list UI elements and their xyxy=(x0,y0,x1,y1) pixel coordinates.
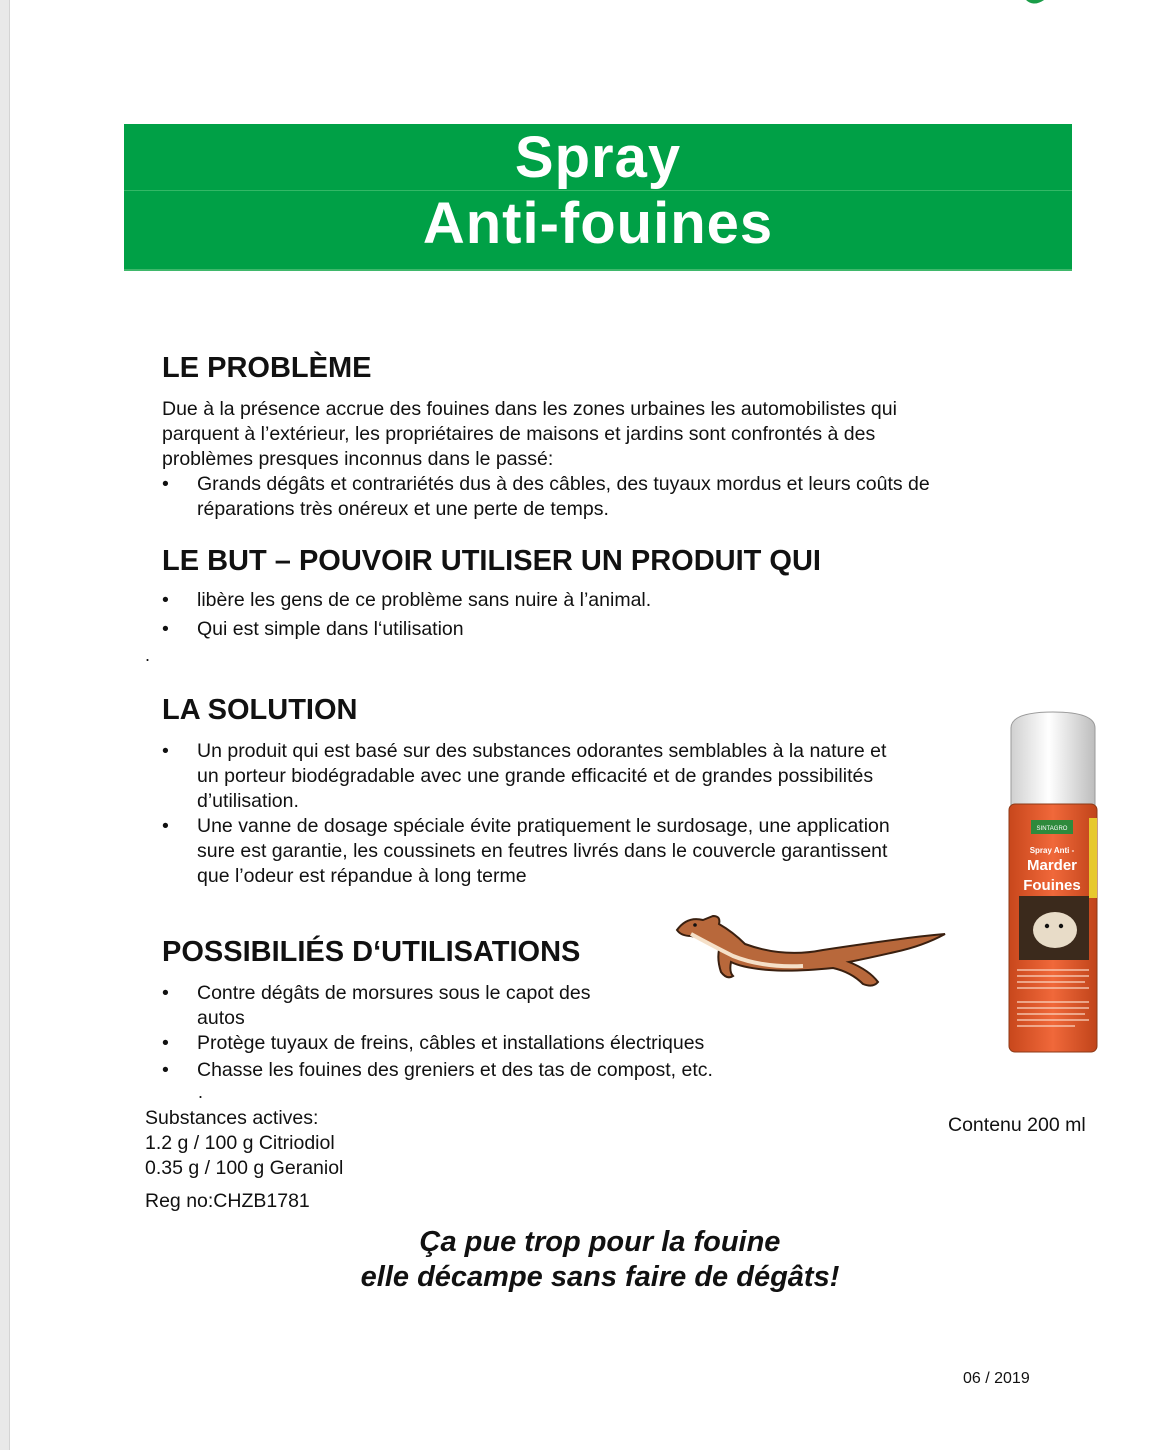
but-bullet-2-text: Qui est simple dans l‘utilisation xyxy=(197,618,464,640)
probleme-bullet-line-2: réparations très onéreux et une perte de temps. xyxy=(197,498,609,520)
possibilites-bullet-1-text xyxy=(197,981,590,1031)
weasel-illustration xyxy=(673,910,948,992)
solution-b2-line-3: que l’odeur est répandue à long terme xyxy=(197,865,527,887)
can-line1: Marder xyxy=(1026,857,1078,874)
page-left-edge xyxy=(0,0,10,1450)
document-date: 06 / 2019 xyxy=(963,1370,1030,1387)
heading-solution: LA SOLUTION xyxy=(162,694,358,726)
solution-b1-line-3: d’utilisation. xyxy=(197,790,299,812)
possibilites-bullet-2-text: Protège tuyaux de freins, câbles et installations électriques xyxy=(197,1032,705,1054)
heading-possibilites: POSSIBILIÉS D‘UTILISATIONS xyxy=(162,936,581,968)
probleme-bullet-text xyxy=(197,472,930,522)
solution-b1-line-1: Un produit qui est basé sur des substances odorantes semblables à la nature et xyxy=(197,740,887,762)
probleme-bullet-line-1: Grands dégâts et contrariétés dus à des câbles, des tuyaux mordus et leurs coûts de xyxy=(197,473,930,495)
probleme-paragraph xyxy=(162,397,897,472)
banner-title-line2: Anti-fouines xyxy=(422,191,774,256)
solution-bullet-1-text xyxy=(197,739,886,814)
registration-number: Reg no:CHZB1781 xyxy=(145,1190,310,1212)
tagline-line-2: elle décampe sans faire de dégâts! xyxy=(360,1261,840,1293)
actives-item-2: 0.35 g / 100 g Geraniol xyxy=(145,1157,344,1179)
solution-bullet-2-text xyxy=(197,814,890,889)
actives-label: Substances actives: xyxy=(145,1107,319,1129)
tagline-line-1: Ça pue trop pour la fouine xyxy=(419,1226,781,1258)
stray-dot-1: . xyxy=(145,645,151,665)
leaf-logo-fragment xyxy=(1022,0,1048,6)
possibilites-b1-line-1: Contre dégâts de morsures sous le capot des xyxy=(197,982,591,1004)
can-brand: SINTAGRO xyxy=(1036,826,1068,832)
can-title: Spray Anti - xyxy=(1029,846,1075,855)
probleme-line-2: parquent à l’extérieur, les propriétaires de maisons et jardins sont confrontés à des xyxy=(162,423,876,445)
solution-b2-line-1: Une vanne de dosage spéciale évite pratiquement le surdosage, une application xyxy=(197,815,890,837)
banner-title-line1: Spray xyxy=(514,125,682,190)
heading-but: LE BUT – POUVOIR UTILISER UN PRODUIT QUI xyxy=(162,545,821,577)
solution-b1-line-2: un porteur biodégradable avec une grande efficacité et de grandes possibilités xyxy=(197,765,874,787)
heading-probleme: LE PROBLÈME xyxy=(162,352,372,384)
probleme-line-3: problèmes presques inconnus dans le passé: xyxy=(162,448,554,470)
spray-can-image xyxy=(1005,708,1101,1058)
stray-dot-2: . xyxy=(198,1082,204,1102)
probleme-line-1: Due à la présence accrue des fouines dans les zones urbaines les automobilistes qui xyxy=(162,398,897,420)
possibilites-b1-line-2: autos xyxy=(197,1007,245,1029)
but-bullet-1-text: libère les gens de ce problème sans nuire à l’animal. xyxy=(197,589,652,611)
can-line2: Fouines xyxy=(1023,877,1081,894)
contenu-label: Contenu 200 ml xyxy=(948,1114,1086,1136)
title-banner xyxy=(124,124,1072,271)
possibilites-bullet-3-text: Chasse les fouines des greniers et des tas de compost, etc. xyxy=(197,1059,713,1081)
actives-item-1: 1.2 g / 100 g Citriodiol xyxy=(145,1132,335,1154)
solution-b2-line-2: sure est garantie, les coussinets en feutres livrés dans le couvercle garantissent xyxy=(197,840,888,862)
